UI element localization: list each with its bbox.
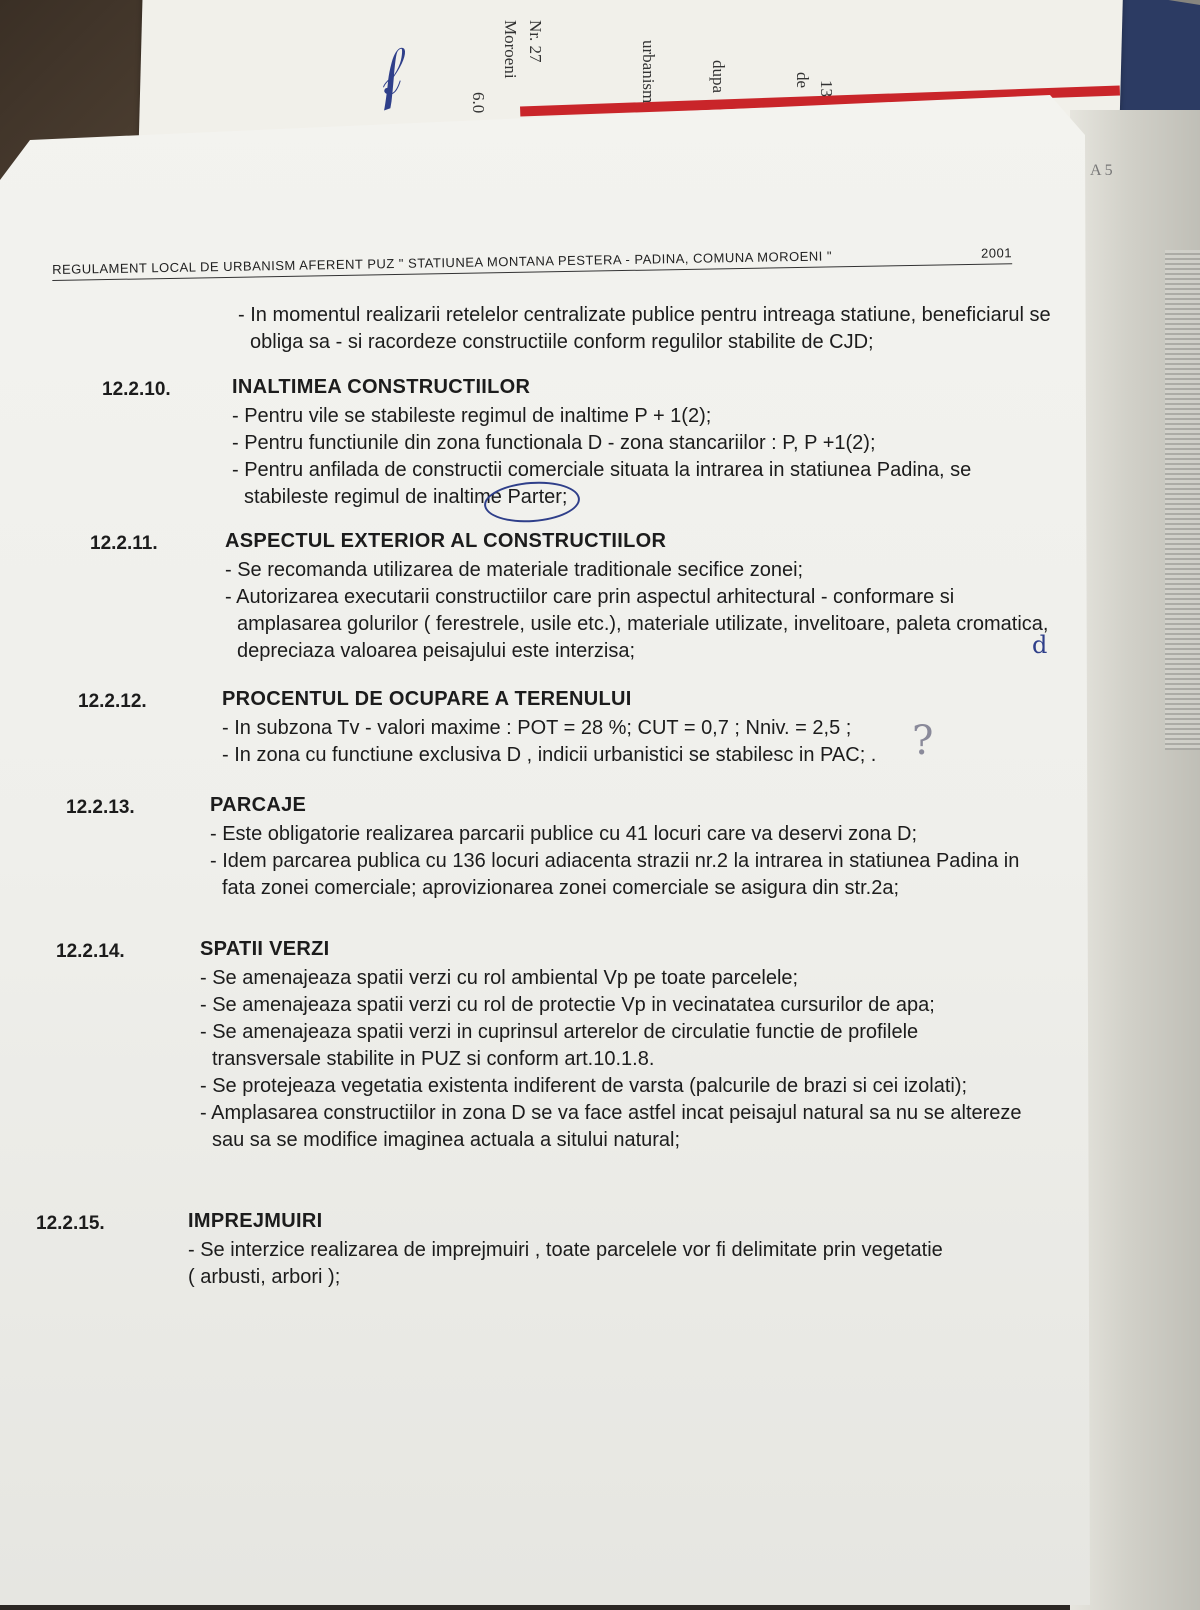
back-sheet-text: urbanism (639, 40, 658, 104)
section-title: SPATII VERZI (200, 938, 330, 960)
text-line: ( arbusti, arbori ); (188, 1266, 341, 1288)
text-line: amplasarea golurilor ( ferestrele, usile etc.), materiale utilizate, invelitoare, paleta cromatica, (237, 613, 1049, 635)
header-title: REGULAMENT LOCAL DE URBANISM AFERENT PUZ " STATIUNEA MONTANA PESTERA - PADINA, COMUNA MOROENI " (52, 248, 833, 277)
text-line: - Se amenajeaza spatii verzi in cuprinsul arterelor de circulatie functie de profilele (200, 1021, 919, 1043)
text-line: - Amplasarea constructiilor in zona D se va face astfel incat peisajul natural sa nu se altereze (200, 1102, 1022, 1124)
back-sheet-text: Moroeni (501, 20, 520, 79)
section-number: 12.2.11. (90, 533, 158, 554)
text-line: - Pentru vile se stabileste regimul de inaltime P + 1(2); (232, 405, 712, 427)
back-sheet-text: 13 (817, 80, 836, 97)
section-number: 12.2.14. (56, 941, 125, 962)
section-title: PARCAJE (210, 794, 307, 816)
stack-page-label: A 5 (1090, 162, 1113, 179)
back-sheet-text: 6.0 (469, 92, 488, 114)
text-line: - Autorizarea executarii constructiilor care prin aspectul arhitectural - conformare si (225, 586, 955, 608)
section-title: IMPREJMUIRI (188, 1210, 323, 1232)
margin-pen-mark: d (1032, 631, 1048, 659)
text-line: - Idem parcarea publica cu 136 locuri adiacenta strazii nr.2 la intrarea in statiunea Padina in (210, 850, 1020, 872)
back-sheet-text: Nr. 27 (526, 20, 545, 63)
text-line: - In momentul realizarii retelelor centralizate publice pentru intreaga statiune, beneficiarul se (238, 304, 1051, 326)
text-line: - Pentru functiunile din zona functionala D - zona stancariilor : P, P +1(2); (232, 432, 876, 454)
text-line: depreciaza valoarea peisajului este interzisa; (237, 640, 636, 662)
section-number: 12.2.15. (36, 1213, 105, 1234)
section-number: 12.2.12. (78, 691, 147, 712)
back-sheet-text: dupa (709, 60, 728, 94)
section-title: ASPECTUL EXTERIOR AL CONSTRUCTIILOR (225, 530, 667, 552)
signature-scribble: 𝒻 (360, 37, 410, 113)
question-pen-mark: ? (912, 718, 934, 764)
text-line: - Se amenajeaza spatii verzi cu rol de protectie Vp in vecinatatea cursurilor de apa; (200, 994, 935, 1016)
section-number: 12.2.10. (102, 379, 171, 400)
text-line: - Este obligatorie realizarea parcarii publice cu 41 locuri care va deservi zona D; (210, 823, 918, 845)
text-line: stabileste regimul de inaltime Parter; (244, 486, 568, 508)
text-line: - Se recomanda utilizarea de materiale traditionale secifice zonei; (225, 559, 804, 581)
text-line: - Se interzice realizarea de imprejmuiri , toate parcelele vor fi delimitate prin vegetatie (188, 1239, 943, 1261)
section-title: INALTIMEA CONSTRUCTIILOR (232, 376, 531, 398)
text-line: - Se protejeaza vegetatia existenta indiferent de varsta (palcurile de brazi si cei izolati); (200, 1075, 968, 1097)
text-line: - In zona cu functiune exclusiva D , indicii urbanistici se stabilesc in PAC; . (222, 744, 877, 766)
text-line: obliga sa - si racordeze constructiile conform regulilor stabilite de CJD; (250, 331, 874, 353)
section-title: PROCENTUL DE OCUPARE A TERENULUI (222, 688, 632, 710)
text-line: transversale stabilite in PUZ si conform art.10.1.8. (212, 1048, 655, 1070)
back-sheet-text: de (793, 72, 812, 89)
intro-paragraph (238, 302, 1051, 356)
text-line: - Se amenajeaza spatii verzi cu rol ambiental Vp pe toate parcelele; (200, 967, 799, 989)
section-number: 12.2.13. (66, 797, 135, 818)
text-line: fata zonei comerciale; aprovizionarea zonei comerciale se asigura din str.2a; (222, 877, 900, 899)
text-line: - Pentru anfilada de constructii comerciale situata la intrarea in statiunea Padina, se (232, 459, 972, 481)
text-line: - In subzona Tv - valori maxime : POT = 28 %; CUT = 0,7 ; Nniv. = 2,5 ; (222, 717, 852, 739)
text-line: sau sa se modifice imaginea actuala a sitului natural; (212, 1129, 681, 1151)
header-year: 2001 (980, 245, 1013, 261)
